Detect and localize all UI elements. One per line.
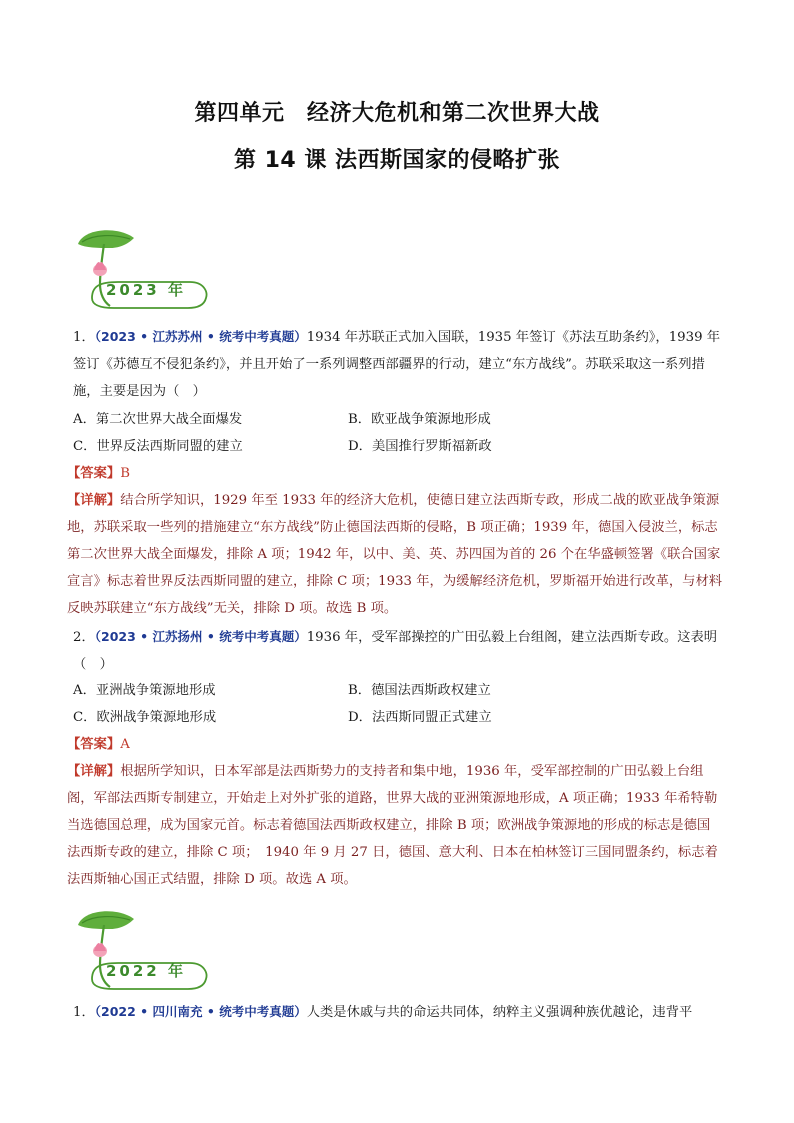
year-badge-2023 <box>70 222 210 312</box>
explanation-text: 根据所学知识，日本军部是法西斯势力的支持者和集中地，1936 年，受军部控制的广田弘毅上台组阁，军部法西斯专制建立，开始走上对外扩张的道路，世界大战的亚洲策源地形成，A 项正确；1933 年希特勒当选德国总理，成为国家元首。标志着德国法西斯政权建立，排除 B 项；欧洲战争策源地的形成的标志是德国法西斯专政的建立，排除 C 项； 1940 年 9 月 27 日，德国、意大利、日本在柏林签订三国同盟条约，标志着法西斯轴心国正式结盟，排除 D 项。故选 A 项。 <box>67 764 718 887</box>
answer-value: B <box>120 466 130 481</box>
question-1-explanation <box>67 487 723 622</box>
question-2-explanation <box>67 758 723 893</box>
question-1-answer <box>67 460 130 487</box>
year-label: 2023 年 <box>106 281 186 299</box>
question-number: 1． <box>73 330 95 345</box>
unit-title: 第四单元 经济大危机和第二次世界大战 <box>194 101 600 126</box>
question-text: 1936 年，受军部操控的广田弘毅上台组阁，建立法西斯专政。这表明（ ） <box>73 630 718 672</box>
answer-label: 【答案】 <box>67 466 121 481</box>
option-d: D．美国推行罗斯福新政 <box>348 439 492 454</box>
question-source: （2023 • 江苏扬州 • 统考中考真题） <box>94 629 307 644</box>
year-badge-2022 <box>70 903 210 993</box>
question-source: （2023 • 江苏苏州 • 统考中考真题） <box>94 329 307 344</box>
answer-value: A <box>120 737 130 752</box>
question-number: 1． <box>73 1005 95 1020</box>
year-label: 2022 年 <box>106 962 186 980</box>
question-2-stem <box>73 623 723 678</box>
explanation-label: 【详解】 <box>67 493 121 508</box>
question-source: （2022 • 四川南充 • 统考中考真题） <box>94 1004 307 1019</box>
option-a: A．亚洲战争策源地形成 <box>73 683 216 698</box>
explanation-text: 结合所学知识，1929 年至 1933 年的经济大危机，使德日建立法西斯专政，形成二战的欧亚战争策源地，苏联采取一些列的措施建立“东方战线”防止德国法西斯的侵略，B 项正确；1939 年，德国入侵波兰，标志第二次世界大战全面爆发，排除 A 项；1942 年，以中、美、英、苏四国为首的 26 个在华盛顿签署《联合国家宣言》标志着世界反法西斯同盟的建立，排除 C 项；1933 年，为缓解经济危机，罗斯福开始进行改革，与材料反映苏联建立“东方战线”无关，排除 D 项。故选 B 项。 <box>67 493 723 616</box>
question-1-stem <box>73 323 723 405</box>
option-a: A．第二次世界大战全面爆发 <box>73 412 243 427</box>
question-2-answer <box>67 731 130 758</box>
question-2022-1-stem <box>73 998 723 1026</box>
option-b: B．欧亚战争策源地形成 <box>348 412 491 427</box>
question-1-options <box>73 406 723 460</box>
option-c: C．欧洲战争策源地形成 <box>73 710 217 725</box>
answer-label: 【答案】 <box>67 737 121 752</box>
question-number: 2． <box>73 630 95 645</box>
option-b: B．德国法西斯政权建立 <box>348 683 491 698</box>
question-2-options <box>73 677 723 731</box>
question-text: 1934 年苏联正式加入国联，1935 年签订《苏法互助条约》，1939 年签订《苏德互不侵犯条约》，并且开始了一系列调整西部疆界的行动，建立“东方战线”。苏联采取这一系列措施，主要是因为（ ） <box>73 330 721 399</box>
lesson-title: 第 14 课 法西斯国家的侵略扩张 <box>233 148 561 173</box>
question-text: 人类是休戚与共的命运共同体，纳粹主义强调种族优越论，违背平 <box>306 1005 693 1020</box>
option-c: C．世界反法西斯同盟的建立 <box>73 439 243 454</box>
option-d: D．法西斯同盟正式建立 <box>348 710 492 725</box>
explanation-label: 【详解】 <box>67 764 121 779</box>
